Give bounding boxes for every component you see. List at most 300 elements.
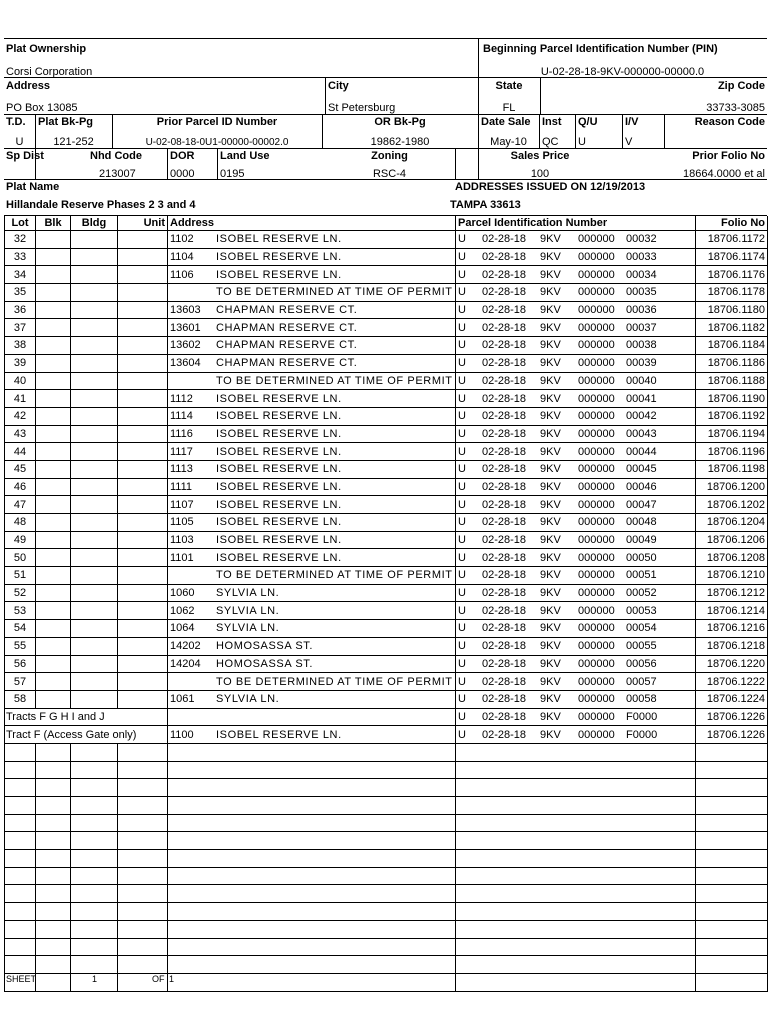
table-row	[5, 460, 768, 478]
lot-cell	[5, 814, 36, 832]
street-name: ISOBEL RESERVE LN.	[216, 516, 342, 529]
address-cell	[168, 903, 456, 921]
blk-cell	[36, 231, 71, 249]
pin-segment: U	[458, 534, 466, 547]
blk-cell	[36, 938, 71, 956]
pin-segment: 00051	[626, 569, 657, 582]
empty-row	[5, 885, 768, 903]
pin-segment: 02-28-18	[482, 374, 527, 387]
pin-segment: 02-28-18	[482, 657, 527, 670]
table-row	[5, 549, 768, 567]
lot-cell	[5, 761, 36, 779]
pin-segment: 9KV	[540, 657, 561, 670]
street-name: SYLVIA LN.	[216, 587, 280, 600]
pin-segment: 02-28-18	[482, 534, 527, 547]
col-bldg: Bldg	[71, 216, 118, 231]
street-number: 1106	[170, 268, 194, 281]
bldg-cell	[71, 496, 118, 514]
sheet-value: 1	[92, 974, 98, 984]
address-cell	[168, 231, 456, 249]
unit-cell	[118, 443, 168, 461]
pin-cell	[456, 354, 696, 372]
folio-cell: 18706.1218	[696, 637, 768, 655]
blk-cell	[36, 319, 71, 337]
empty-row	[5, 867, 768, 885]
sales-price-label: Sales Price	[510, 150, 570, 162]
pin-segment: U	[458, 516, 466, 529]
pin-segment: 00037	[626, 321, 657, 334]
table-row	[5, 478, 768, 496]
empty-row	[5, 903, 768, 921]
pin-segment: 9KV	[540, 357, 561, 370]
table-row	[5, 567, 768, 585]
pin-cell	[456, 443, 696, 461]
pin-segment: 9KV	[540, 392, 561, 405]
address-cell	[168, 708, 456, 726]
table-row	[5, 425, 768, 443]
street-number: 13601	[170, 321, 201, 334]
folio-cell: 18706.1216	[696, 620, 768, 638]
td-label: T.D.	[6, 116, 26, 128]
blk-cell	[36, 390, 71, 408]
unit-cell	[118, 637, 168, 655]
reason-code-label: Reason Code	[694, 116, 765, 128]
unit-cell	[118, 549, 168, 567]
pin-segment: 9KV	[540, 498, 561, 511]
table-row	[5, 655, 768, 673]
address-cell	[168, 407, 456, 425]
pin-segment: 02-28-18	[482, 251, 527, 264]
folio-cell: 18706.1194	[696, 425, 768, 443]
address-cell	[168, 443, 456, 461]
iv-label: I/V	[625, 116, 639, 128]
pin-segment: 000000	[578, 640, 615, 653]
folio-cell: 18706.1182	[696, 319, 768, 337]
blk-cell	[36, 779, 71, 797]
pin-segment: 00054	[626, 622, 657, 635]
pin-segment: 9KV	[540, 622, 561, 635]
table-row	[5, 690, 768, 708]
blk-cell	[36, 903, 71, 921]
lot-cell: 37	[5, 319, 36, 337]
pin-segment: U	[458, 339, 466, 352]
tract-label-cell: Tracts F G H I and J	[5, 708, 168, 726]
pin-segment: 000000	[578, 321, 615, 334]
folio-cell: 18706.1214	[696, 602, 768, 620]
owner-value: Corsi Corporation	[6, 66, 93, 78]
pin-cell	[456, 301, 696, 319]
pin-cell	[456, 814, 696, 832]
bldg-cell	[71, 478, 118, 496]
street-number: 1104	[170, 251, 194, 264]
lot-cell: 58	[5, 690, 36, 708]
lot-cell: 41	[5, 390, 36, 408]
lot-cell	[5, 867, 36, 885]
pin-segment: U	[458, 304, 466, 317]
pin-cell	[456, 425, 696, 443]
pin-segment: 9KV	[540, 410, 561, 423]
blk-cell	[36, 973, 71, 991]
unit-cell	[118, 231, 168, 249]
unit-cell	[118, 319, 168, 337]
folio-cell: 18706.1188	[696, 372, 768, 390]
pin-segment: 02-28-18	[482, 516, 527, 529]
address-cell	[168, 584, 456, 602]
pin-segment: 00049	[626, 534, 657, 547]
pin-segment: 9KV	[540, 728, 561, 741]
pin-segment: U	[458, 587, 466, 600]
inst-label: Inst	[542, 116, 562, 128]
pin-segment: U	[458, 498, 466, 511]
pin-cell	[456, 372, 696, 390]
pin-segment: U	[458, 410, 466, 423]
pin-cell	[456, 903, 696, 921]
street-number: 13602	[170, 339, 201, 352]
lot-cell: 38	[5, 337, 36, 355]
pin-segment: 000000	[578, 710, 615, 723]
unit-cell	[118, 248, 168, 266]
bldg-cell	[71, 690, 118, 708]
pin-segment: 00042	[626, 410, 657, 423]
blk-cell	[36, 602, 71, 620]
zip-label: Zip Code	[717, 80, 765, 92]
pin-segment: 000000	[578, 392, 615, 405]
address-cell	[168, 655, 456, 673]
pin-segment: U	[458, 251, 466, 264]
folio-cell: 18706.1220	[696, 655, 768, 673]
iv-value: V	[625, 136, 633, 148]
bldg-cell	[71, 549, 118, 567]
pin-segment: 000000	[578, 728, 615, 741]
date-sale-value: May-10	[490, 136, 527, 148]
pin-segment: 9KV	[540, 480, 561, 493]
land-use-label: Land Use	[220, 150, 270, 162]
folio-cell	[696, 832, 768, 850]
pin-segment: U	[458, 286, 466, 299]
plat-form	[4, 38, 767, 992]
lot-cell: 34	[5, 266, 36, 284]
street-name: HOMOSASSA ST.	[216, 657, 314, 670]
blk-cell	[36, 956, 71, 974]
blk-cell	[36, 478, 71, 496]
blk-cell	[36, 743, 71, 761]
bldg-cell	[71, 425, 118, 443]
unit-cell	[118, 779, 168, 797]
blk-cell	[36, 531, 71, 549]
pin-segment: 000000	[578, 410, 615, 423]
street-number: 1116	[170, 427, 193, 440]
street-name: HOMOSASSA ST.	[216, 640, 314, 653]
address-cell	[168, 478, 456, 496]
table-row	[5, 637, 768, 655]
pin-segment: 9KV	[540, 534, 561, 547]
folio-cell	[696, 867, 768, 885]
city-label: City	[328, 80, 349, 92]
pin-cell	[456, 231, 696, 249]
bldg-cell	[71, 655, 118, 673]
table-row	[5, 496, 768, 514]
bldg-cell	[71, 531, 118, 549]
pin-segment: 000000	[578, 374, 615, 387]
address-cell	[168, 549, 456, 567]
folio-cell: 18706.1192	[696, 407, 768, 425]
lot-cell	[5, 903, 36, 921]
lot-cell	[5, 885, 36, 903]
pin-segment: U	[458, 569, 466, 582]
pin-segment: 02-28-18	[482, 286, 527, 299]
pin-segment: 00043	[626, 427, 657, 440]
folio-cell: 18706.1202	[696, 496, 768, 514]
bldg-cell	[71, 832, 118, 850]
sales-price-value: 100	[530, 168, 550, 180]
address-cell	[168, 938, 456, 956]
street-number: 1105	[170, 516, 194, 529]
street-number: 1060	[170, 587, 195, 600]
empty-row	[5, 761, 768, 779]
address-cell	[168, 956, 456, 974]
unit-cell	[118, 655, 168, 673]
folio-cell	[696, 956, 768, 974]
lot-cell: 42	[5, 407, 36, 425]
zoning-value: RSC-4	[372, 168, 406, 180]
bldg-cell	[71, 903, 118, 921]
pin-segment: U	[458, 463, 466, 476]
pin-segment: 00045	[626, 463, 657, 476]
unit-cell	[118, 301, 168, 319]
date-sale-label: Date Sale	[481, 116, 531, 128]
unit-cell	[118, 903, 168, 921]
bldg-cell	[71, 460, 118, 478]
pin-segment: 00035	[626, 286, 657, 299]
addresses-issued: ADDRESSES ISSUED ON 12/19/2013	[455, 181, 646, 193]
unit-cell	[118, 390, 168, 408]
pin-segment: 000000	[578, 693, 615, 706]
street-name: CHAPMAN RESERVE CT.	[216, 339, 358, 352]
address-cell	[168, 248, 456, 266]
lot-cell	[5, 743, 36, 761]
folio-cell	[696, 814, 768, 832]
pin-cell	[456, 885, 696, 903]
folio-cell: 18706.1184	[696, 337, 768, 355]
street-name: ISOBEL RESERVE LN.	[216, 498, 342, 511]
folio-cell: 18706.1210	[696, 567, 768, 585]
unit-cell	[118, 514, 168, 532]
address-cell	[168, 284, 456, 302]
blk-cell	[36, 337, 71, 355]
pin-segment: 9KV	[540, 286, 561, 299]
pin-segment: 000000	[578, 268, 615, 281]
address-cell	[168, 920, 456, 938]
bldg-cell	[71, 567, 118, 585]
prior-folio-value: 18664.0000 et al	[683, 168, 765, 180]
plat-bk-value: 121-252	[53, 136, 94, 148]
street-name: ISOBEL RESERVE LN.	[216, 251, 342, 264]
street-name: SYLVIA LN.	[216, 604, 280, 617]
unit-cell	[118, 743, 168, 761]
street-number: 1112	[170, 392, 193, 405]
address-cell	[168, 266, 456, 284]
table-row	[5, 284, 768, 302]
lot-cell: 49	[5, 531, 36, 549]
pin-cell	[456, 266, 696, 284]
nhd-code-value: 213007	[99, 168, 136, 180]
unit-cell	[118, 567, 168, 585]
pin-segment: U	[458, 480, 466, 493]
col-blk: Blk	[36, 216, 71, 231]
pin-cell	[456, 867, 696, 885]
pin-cell	[456, 956, 696, 974]
unit-cell	[118, 885, 168, 903]
lot-cell: 48	[5, 514, 36, 532]
address-cell	[168, 867, 456, 885]
street-number: 1102	[170, 233, 194, 246]
city-value: St Petersburg	[328, 102, 396, 114]
pin-segment: 000000	[578, 427, 615, 440]
blk-cell	[36, 690, 71, 708]
blk-cell	[36, 761, 71, 779]
bldg-cell	[71, 390, 118, 408]
or-bk-label: OR Bk-Pg	[374, 116, 426, 128]
folio-cell: 18706.1204	[696, 514, 768, 532]
lot-cell: 46	[5, 478, 36, 496]
pin-segment: 02-28-18	[482, 710, 527, 723]
empty-row	[5, 850, 768, 868]
sheet-label: SHEET	[6, 974, 37, 984]
address-cell	[168, 390, 456, 408]
bldg-cell	[71, 850, 118, 868]
pin-segment: 02-28-18	[482, 587, 527, 600]
street-name: SYLVIA LN.	[216, 693, 280, 706]
lot-cell: 51	[5, 567, 36, 585]
street-number: 1117	[170, 445, 193, 458]
table-row	[5, 602, 768, 620]
unit-cell	[118, 850, 168, 868]
td-value: U	[15, 136, 24, 148]
blk-cell	[36, 867, 71, 885]
lot-cell: 47	[5, 496, 36, 514]
pin-segment: 02-28-18	[482, 622, 527, 635]
dor-label: DOR	[170, 150, 195, 162]
pin-cell	[456, 496, 696, 514]
pin-segment: 00044	[626, 445, 657, 458]
unit-cell	[118, 920, 168, 938]
tract-row	[5, 726, 768, 744]
pin-segment: 02-28-18	[482, 392, 527, 405]
pin-segment: 00041	[626, 392, 657, 405]
pin-cell	[456, 973, 696, 991]
pin-segment: 02-28-18	[482, 268, 527, 281]
blk-cell	[36, 266, 71, 284]
street-number: 14202	[170, 640, 201, 653]
unit-cell	[118, 602, 168, 620]
address-cell	[168, 337, 456, 355]
pin-segment: 000000	[578, 233, 615, 246]
blk-cell	[36, 460, 71, 478]
address-cell	[168, 514, 456, 532]
folio-cell	[696, 761, 768, 779]
prior-parcel-label: Prior Parcel ID Number	[156, 116, 278, 128]
table-row	[5, 390, 768, 408]
pin-cell	[456, 743, 696, 761]
address-cell	[168, 637, 456, 655]
or-bk-value: 19862-1980	[370, 136, 430, 148]
table-row	[5, 584, 768, 602]
address-cell	[168, 602, 456, 620]
street-name: TO BE DETERMINED AT TIME OF PERMIT	[216, 286, 453, 299]
lot-cell: 33	[5, 248, 36, 266]
lot-cell: 35	[5, 284, 36, 302]
street-name: CHAPMAN RESERVE CT.	[216, 321, 358, 334]
unit-cell	[118, 814, 168, 832]
pin-cell	[456, 850, 696, 868]
pin-segment: U	[458, 427, 466, 440]
bldg-cell	[71, 602, 118, 620]
address-cell	[168, 850, 456, 868]
street-number: 1111	[170, 480, 193, 493]
folio-cell: 18706.1226	[696, 708, 768, 726]
street-name: TO BE DETERMINED AT TIME OF PERMIT	[216, 569, 453, 582]
state-value: FL	[502, 102, 516, 114]
address-cell	[168, 885, 456, 903]
col-unit: Unit	[118, 216, 168, 231]
address-cell	[168, 620, 456, 638]
pin-segment: 9KV	[540, 251, 561, 264]
pin-segment: 00039	[626, 357, 657, 370]
pin-cell	[456, 584, 696, 602]
unit-cell	[118, 584, 168, 602]
pin-segment: U	[458, 551, 466, 564]
unit-cell	[118, 620, 168, 638]
col-lot: Lot	[5, 216, 36, 231]
pin-segment: 02-28-18	[482, 463, 527, 476]
pin-segment: 000000	[578, 251, 615, 264]
table-row	[5, 620, 768, 638]
folio-cell: 18706.1180	[696, 301, 768, 319]
blk-cell	[36, 920, 71, 938]
street-name: ISOBEL RESERVE LN.	[216, 445, 342, 458]
bldg-cell	[71, 584, 118, 602]
col-folio: Folio No	[696, 216, 768, 231]
lot-cell	[5, 779, 36, 797]
pin-segment: 02-28-18	[482, 445, 527, 458]
bldg-cell	[71, 514, 118, 532]
pin-cell	[456, 337, 696, 355]
pin-segment: 02-28-18	[482, 410, 527, 423]
folio-cell	[696, 743, 768, 761]
tract-label-cell: Tract F (Access Gate only)	[5, 726, 168, 744]
lot-cell	[5, 938, 36, 956]
pin-segment: 000000	[578, 551, 615, 564]
folio-cell: 18706.1190	[696, 390, 768, 408]
blk-cell	[36, 655, 71, 673]
address-cell	[168, 460, 456, 478]
street-number: 1107	[170, 498, 194, 511]
bldg-cell	[71, 337, 118, 355]
city-zip-line: TAMPA 33613	[450, 199, 521, 211]
pin-segment: 00048	[626, 516, 657, 529]
lot-cell: 56	[5, 655, 36, 673]
folio-cell: 18706.1186	[696, 354, 768, 372]
address-cell	[168, 531, 456, 549]
street-name: SYLVIA LN.	[216, 622, 280, 635]
pin-segment: 00034	[626, 268, 657, 281]
pin-cell	[456, 637, 696, 655]
pin-segment: 000000	[578, 480, 615, 493]
folio-cell: 18706.1208	[696, 549, 768, 567]
street-number: 1101	[170, 551, 194, 564]
unit-cell	[118, 337, 168, 355]
bldg-cell	[71, 284, 118, 302]
